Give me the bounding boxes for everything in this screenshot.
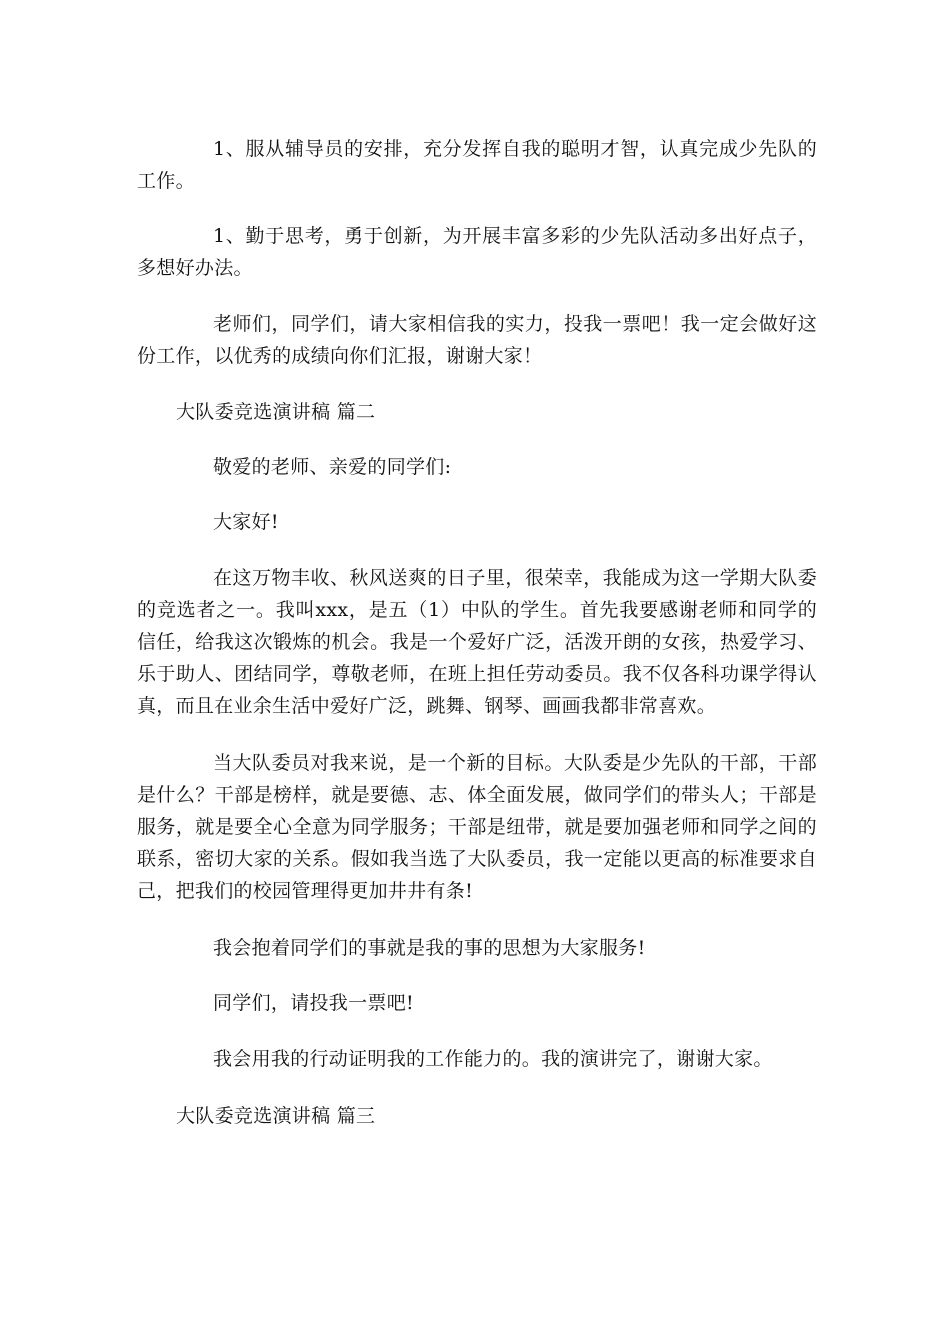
paragraph: 1、服从辅导员的安排，充分发挥自我的聪明才智，认真完成少先队的工作。	[137, 138, 817, 192]
paragraph: 老师们，同学们，请大家相信我的实力，投我一票吧！我一定会做好这份工作，以优秀的成绩向你们汇报，谢谢大家！	[137, 313, 817, 367]
paragraph: 当大队委员对我来说，是一个新的目标。大队委是少先队的干部，干部是什么？干部是榜样，就是要德、志、体全面发展，做同学们的带头人；干部是服务，就是要全心全意为同学服务；干部是纽带，就是要加强老师和同学之间的联系，密切大家的关系。假如我当选了大队委员，我一定能以更高的标准要求自己，把我们的校园管理得更加井井有条!	[137, 752, 817, 902]
paragraph: 在这万物丰收、秋风送爽的日子里，很荣幸，我能成为这一学期大队委的竞选者之一。我叫xxx，是五（1）中队的学生。首先我要感谢老师和同学的信任，给我这次锻炼的机会。我是一个爱好广泛，活泼开朗的女孩，热爱学习、乐于助人、团结同学，尊敬老师，在班上担任劳动委员。我不仅各科功课学得认真，而且在业余生活中爱好广泛，跳舞、钢琴、画画我都非常喜欢。	[137, 567, 817, 717]
section-heading: 大队委竞选演讲稿 篇三	[176, 1105, 376, 1127]
paragraph: 敬爱的老师、亲爱的同学们:	[213, 456, 452, 478]
paragraph: 同学们，请投我一票吧!	[213, 992, 414, 1014]
paragraph: 1、勤于思考，勇于创新，为开展丰富多彩的少先队活动多出好点子，多想好办法。	[137, 225, 817, 279]
section-heading: 大队委竞选演讲稿 篇二	[176, 401, 376, 423]
paragraph: 我会抱着同学们的事就是我的事的思想为大家服务!	[213, 937, 646, 959]
paragraph: 大家好!	[213, 511, 279, 533]
paragraph: 我会用我的行动证明我的工作能力的。我的演讲完了，谢谢大家。	[213, 1048, 773, 1070]
